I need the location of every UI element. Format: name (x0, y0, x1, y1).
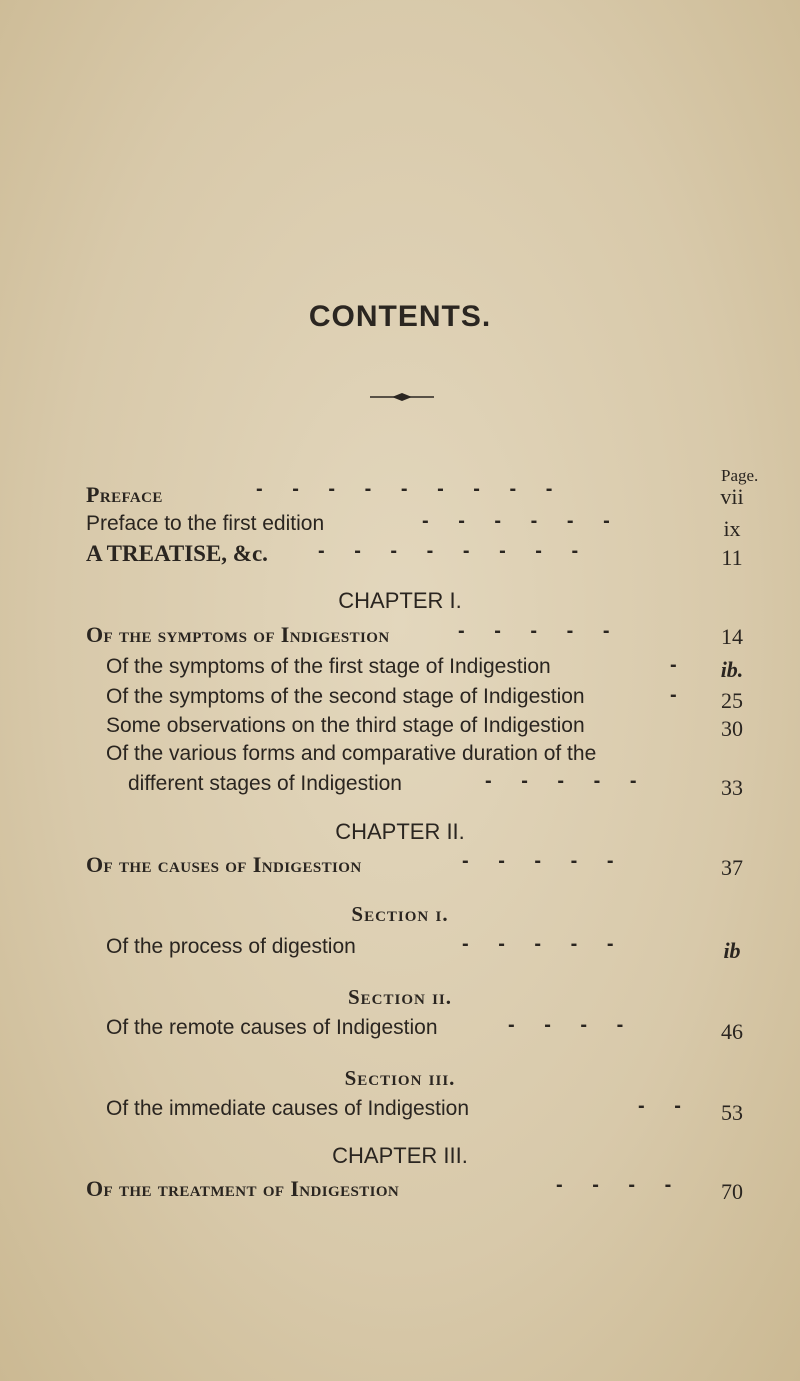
toc-entry-preface[interactable]: Preface (86, 482, 163, 507)
toc-entry[interactable]: Of the immediate causes of Indigestion (106, 1097, 470, 1120)
ornament-divider (370, 392, 434, 402)
page-number: 25 (721, 688, 743, 713)
leader-dots: - - - - - - (422, 510, 622, 532)
page-number: ib (723, 938, 741, 963)
page-number: 30 (721, 716, 743, 741)
page-number: 46 (721, 1019, 743, 1044)
toc-entry[interactable]: Of the various forms and comparative duration of the (106, 742, 597, 765)
chapter-1-title[interactable]: Of the symptoms of Indigestion (86, 622, 390, 647)
page-number: 53 (721, 1100, 743, 1125)
toc-entry[interactable]: Of the symptoms of the first stage of Indigestion (106, 655, 551, 678)
page-column-label: Page. (721, 466, 759, 485)
toc-entry[interactable]: Of the process of digestion (106, 935, 356, 958)
page-number: ib. (720, 657, 744, 682)
toc-entry-continued[interactable]: different stages of Indigestion (128, 772, 402, 795)
page-number: 14 (721, 624, 743, 649)
leader-dots: - - - - (508, 1014, 636, 1036)
page-number: 11 (721, 545, 743, 570)
page-number: vii (720, 484, 744, 509)
toc-entry[interactable]: Some observations on the third stage of Indigestion (106, 714, 585, 737)
leader-dots: - - - - - (462, 933, 626, 955)
chapter-3-title[interactable]: Of the treatment of Indigestion (86, 1176, 400, 1201)
leader-dots: - - - - - (462, 850, 626, 872)
toc-entry-treatise[interactable]: A TREATISE, &c. (86, 541, 268, 566)
leader-dots: - - - - - - - - (318, 540, 591, 562)
chapter-2-title[interactable]: Of the causes of Indigestion (86, 852, 362, 877)
leader-dots: - (670, 654, 689, 676)
page-number: 70 (721, 1179, 743, 1204)
section-1-heading: Section i. (351, 902, 449, 926)
section-2-heading: Section ii. (347, 985, 453, 1009)
toc-entry-preface-first-edition[interactable]: Preface to the first edition (86, 512, 325, 535)
page-number: 37 (721, 855, 743, 880)
leader-dots: - - (638, 1095, 693, 1117)
leader-dots: - - - - - (485, 770, 649, 792)
leader-dots: - - - - - - - - - (256, 478, 565, 500)
toc-entry[interactable]: Of the remote causes of Indigestion (106, 1016, 438, 1039)
chapter-1-heading: CHAPTER I. (338, 588, 462, 613)
toc-entry[interactable]: Of the symptoms of the second stage of Indigestion (106, 685, 585, 708)
page-number: ix (723, 516, 741, 541)
leader-dots: - - - - (556, 1174, 684, 1196)
page-number: 33 (721, 775, 743, 800)
leader-dots: - - - - - (458, 620, 622, 642)
page-title: CONTENTS. (308, 300, 492, 333)
section-3-heading: Section iii. (344, 1066, 456, 1090)
chapter-2-heading: CHAPTER II. (335, 819, 465, 844)
leader-dots: - (670, 684, 689, 706)
chapter-3-heading: CHAPTER III. (332, 1143, 468, 1168)
